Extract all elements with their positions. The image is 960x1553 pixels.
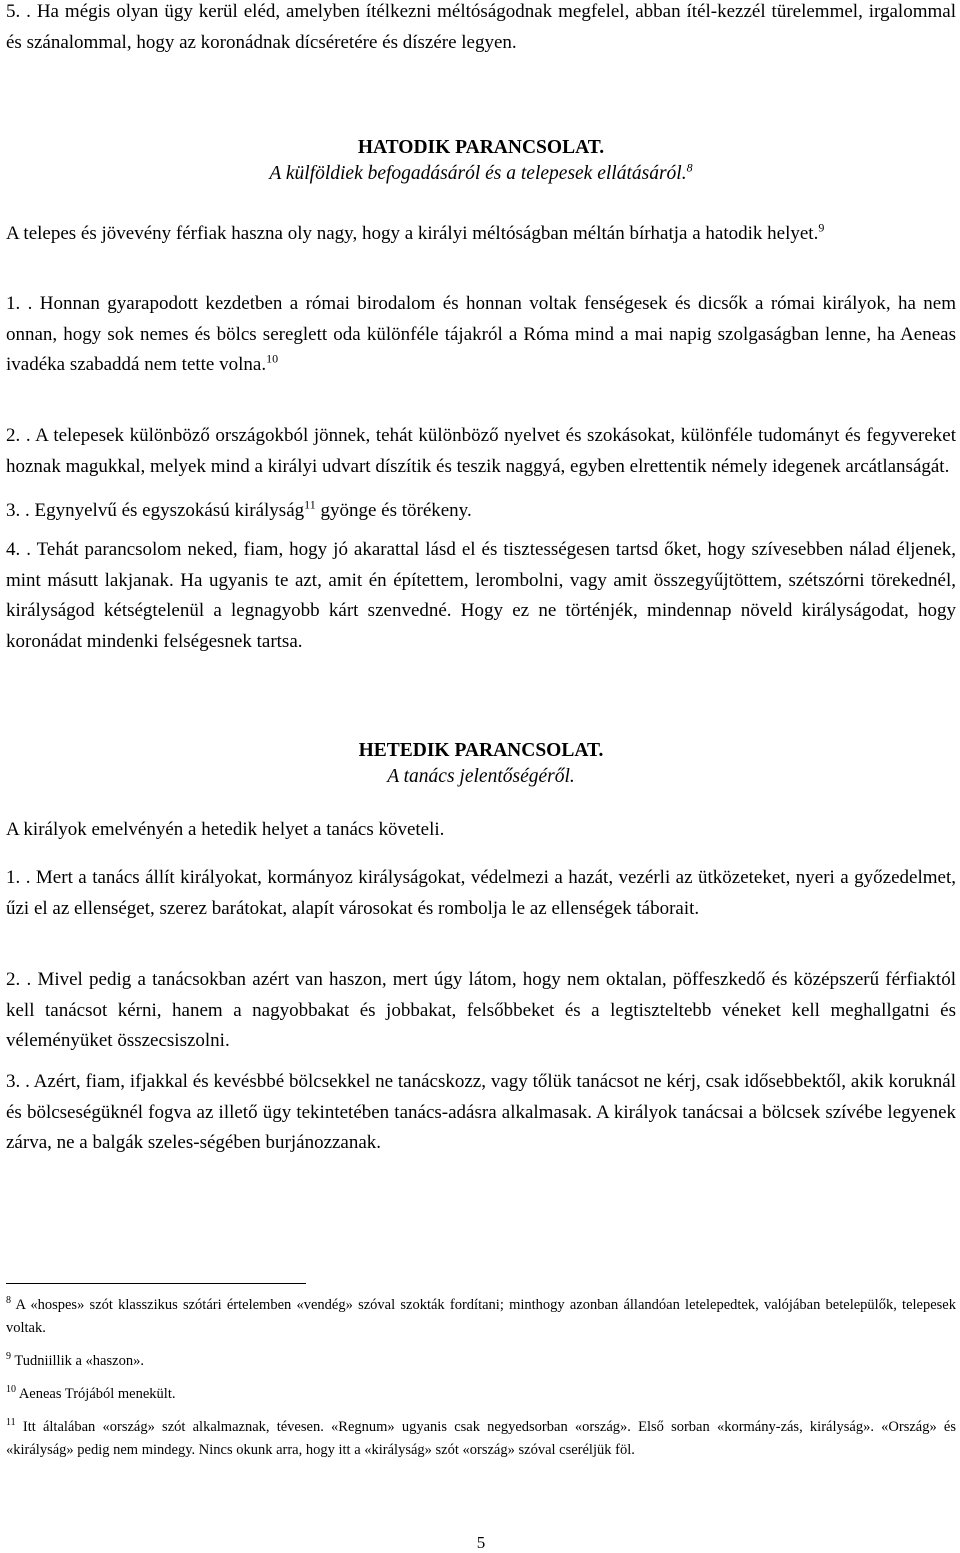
footnote-11: $^{11}$ Itt általában «ország» szót alkalmaznak, tévesen. «Regnum» ugyanis csak negyedsorban «ország». Első sorban «kormány-zás, királyság». «Ország» és «királyság» pedig nem mindegy. Nincs okunk arra, hogy itt a «királyság» szót «ország» szóval cseréljük föl. [6,1417,957,1458]
footnote-10: $^{10}$ Aeneas Trójából menekült. [6,1384,176,1402]
footnote-ref-8[interactable]: 8 [686,160,693,175]
section-7-paragraph-2: 2. . Mivel pedig a tanácsokban azért van haszon, mert úgy látom, hogy nem oktalan, pöffeszkedő és középszerű férfiaktól kell tanácsot kérni, hanem a nagyobbakat és jobbakat, felsőbbeket és a legtiszteltebb véneket kell meghallgatni és véleményüket összecsiszolni. [6,969,956,1051]
footnote-ref-9[interactable]: 9 [818,220,825,235]
section-7-paragraph-1: 1. . Mert a tanács állít királyokat, kormányoz királyságokat, védelmezi a hazát, vezérli az ütközeteket, nyeri a győzedelmet, űzi el az ellenséget, szerez barátokat, alapít városokat és rombolja le az ellenségek táborait. [6,867,956,919]
section-7-paragraph-3: 3. . Azért, fiam, ifjakkal és kevésbbé bölcsekkel ne tanácskozz, vagy tőlük tanácsot ne kérj, csak idősebbektől, akik koruknál és bölcseségüknél fogva az illető ügy tekintetében tanács-adásra alkalmasak. A királyok tanácsai a bölcsek szívébe legyenek zárva, ne a balgák szeles-ségében burjánozzanak. [6,1071,956,1153]
section-6-subtitle: A külföldiek befogadásáról és a telepesek ellátásáról.$^8$ [269,160,693,184]
section-6-paragraph-1: 1. . Honnan gyarapodott kezdetben a római birodalom és honnan voltak fenségesek és dicsők a római királyok, ha nem onnan, hogy sok nemes és bölcs sereglett oda különféle tájakról a Róma mind a mai napig szolgaságban lenne, ha Aeneas ivadéka szabaddá nem tette volna.$^{10}$ [6,293,956,375]
footnote-ref-11[interactable]: 11 [304,497,316,512]
paragraph-5: 5. . Ha mégis olyan ügy kerül eléd, amelyben ítélkezni méltóságodnak megfelel, abban ítél-kezzél türelemmel, irgalommal és szánalommal, hogy az koronádnak dícséretére és díszére legyen. [6,1,956,53]
section-7-subtitle: A tanács jelentőségéről. [387,766,575,787]
footnote-8: $^8$ A «hospes» szót klasszikus szótári értelemben «vendég» szóval szokták fordítani; minthogy azonban állandóan letelepedtek, valójában betelepülők, telepesek voltak. [6,1295,956,1336]
section-7-title: HETEDIK PARANCSOLAT. [358,740,604,761]
section-7-intro: A királyok emelvényén a hetedik helyet a tanács követeli. [6,819,445,840]
section-6-paragraph-4: 4. . Tehát parancsolom neked, fiam, hogy jó akarattal lásd el és tisztességesen tartsd őket, hogy szívesebben nálad éljenek, mint másutt lakjanak. Ha ugyanis te azt, amit én építettem, lerombolni, vagy amit összegyűjtöttem, szétszórni törekednél, királyságod kétségtelenül a legnagyobb kárt szenvedné. Hogy ez ne történjék, mindennap növeld királyságodat, hogy koronádat mindenki felségesnek tartsa. [6,539,956,652]
section-6-heading-block [6,135,956,187]
section-6-title: HATODIK PARANCSOLAT. [357,137,605,158]
footnotes [6,1294,956,1462]
section-6-paragraph-3: 3. . Egynyelvű és egyszokású királyság$^{11}$ gyönge és törékeny. [6,497,472,521]
footnote-9: $^9$ Tudniillik a «haszon». [6,1351,144,1369]
section-6-intro: A telepes és jövevény férfiak haszna oly nagy, hogy a királyi méltóságban méltán bírhatja a hatodik helyet.$^9$ [6,220,825,244]
page-number: 5 [476,1533,486,1552]
footnote-divider [6,1283,306,1284]
section-6-paragraph-2: 2. . A telepesek különböző országokból jönnek, tehát különböző nyelvet és szokásokat, különféle tudományt és fegyvereket hoznak magukkal, melyek mind a királyi udvart díszítik és teszik naggyá, egyben elrettentik némely idegenek arcátlanságát. [6,425,956,477]
section-7-heading-block [6,738,956,790]
footnote-ref-10[interactable]: 10 [266,351,279,366]
